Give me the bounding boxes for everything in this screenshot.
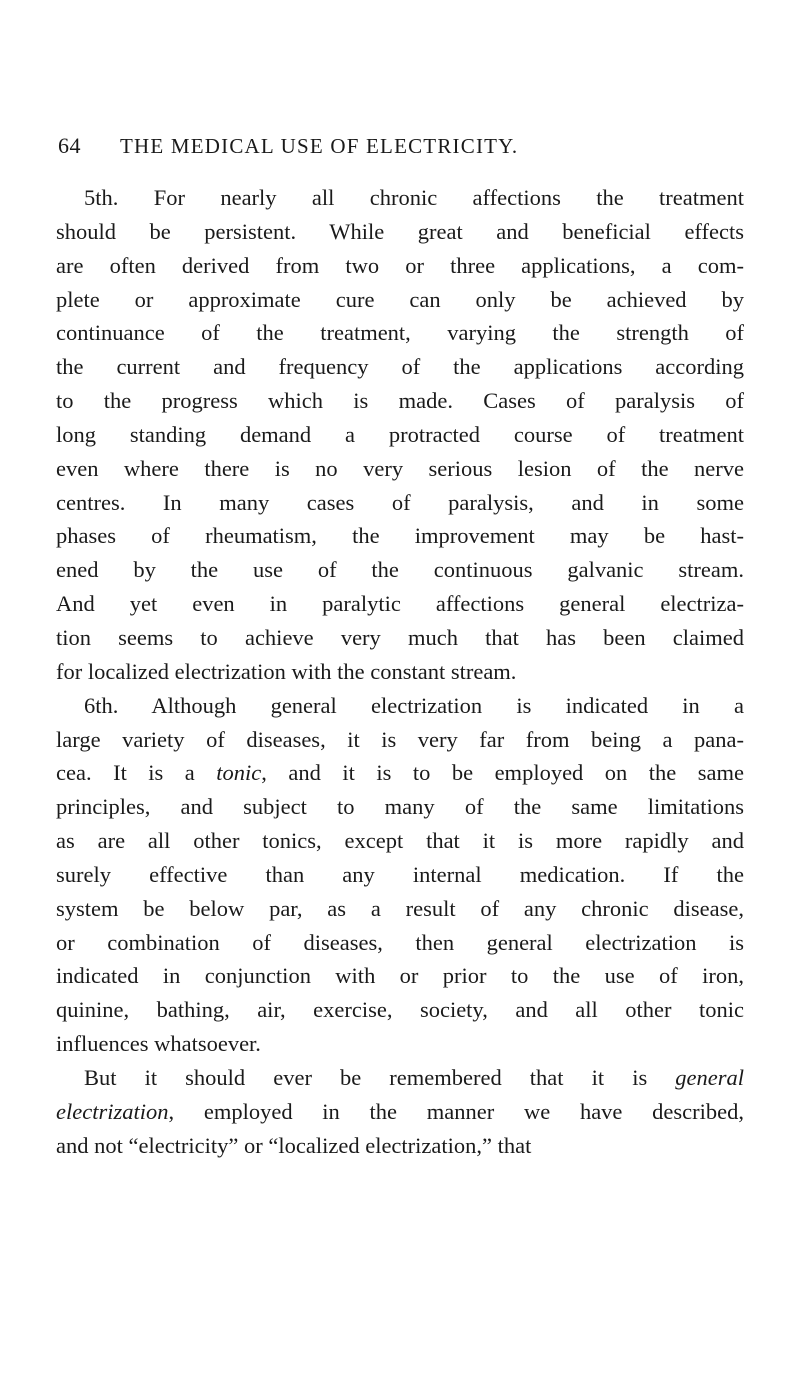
page-number: 64	[58, 133, 81, 158]
text-line: the current and frequency of the applications according	[56, 354, 744, 380]
text-line: And yet even in paralytic affections general electriza-	[56, 591, 744, 617]
text-line: as are all other tonics, except that it is more rapidly and	[56, 828, 744, 854]
text-line: cea. It is a tonic, and it is to be employed on the same	[56, 760, 744, 786]
text-line: system be below par, as a result of any chronic disease,	[56, 895, 744, 921]
text-line: or combination of diseases, then general electrization is	[56, 929, 744, 955]
text-line: tion seems to achieve very much that has been claimed	[56, 624, 744, 650]
text-line: to the progress which is made. Cases of paralysis of	[56, 388, 744, 414]
page-header	[58, 133, 738, 163]
text-line: But it should ever be remembered that it is general	[84, 1064, 744, 1090]
italic-emphasis: electrization	[56, 1098, 169, 1124]
text-line: electrization, employed in the manner we have described,	[56, 1098, 744, 1124]
italic-emphasis: general	[675, 1064, 744, 1090]
text-line: phases of rheumatism, the improvement may be hast-	[56, 523, 744, 549]
italic-emphasis: tonic	[216, 760, 262, 786]
text-line: even where there is no very serious lesion of the nerve	[56, 455, 744, 481]
text-line: are often derived from two or three applications, a com-	[56, 252, 744, 278]
text-line: continuance of the treatment, varying the strength of	[56, 320, 744, 346]
text-line: principles, and subject to many of the same limitations	[56, 794, 744, 820]
text-line: long standing demand a protracted course of treatment	[56, 421, 744, 447]
text-line: 5th. For nearly all chronic affections the treatment	[84, 185, 744, 210]
text-line: ened by the use of the continuous galvanic stream.	[56, 557, 744, 583]
body-text	[56, 181, 744, 1162]
text-line: influences whatsoever.	[56, 1031, 261, 1057]
text-line: plete or approximate cure can only be achieved by	[56, 286, 744, 312]
text-line: 6th. Although general electrization is indicated in a	[84, 692, 744, 718]
text-line: for localized electrization with the constant stream.	[56, 658, 517, 684]
text-line: indicated in conjunction with or prior to the use of iron,	[56, 963, 744, 989]
text-line: and not “electricity” or “localized electrization,” that	[56, 1132, 532, 1158]
text-line: surely effective than any internal medication. If the	[56, 861, 744, 887]
text-line: quinine, bathing, air, exercise, society, and all other tonic	[56, 997, 744, 1023]
text-line: should be persistent. While great and beneficial effects	[56, 218, 744, 244]
running-head: THE MEDICAL USE OF ELECTRICITY.	[120, 134, 519, 158]
text-line: centres. In many cases of paralysis, and in some	[56, 489, 744, 515]
text-line: large variety of diseases, it is very far from being a pana-	[56, 726, 744, 752]
